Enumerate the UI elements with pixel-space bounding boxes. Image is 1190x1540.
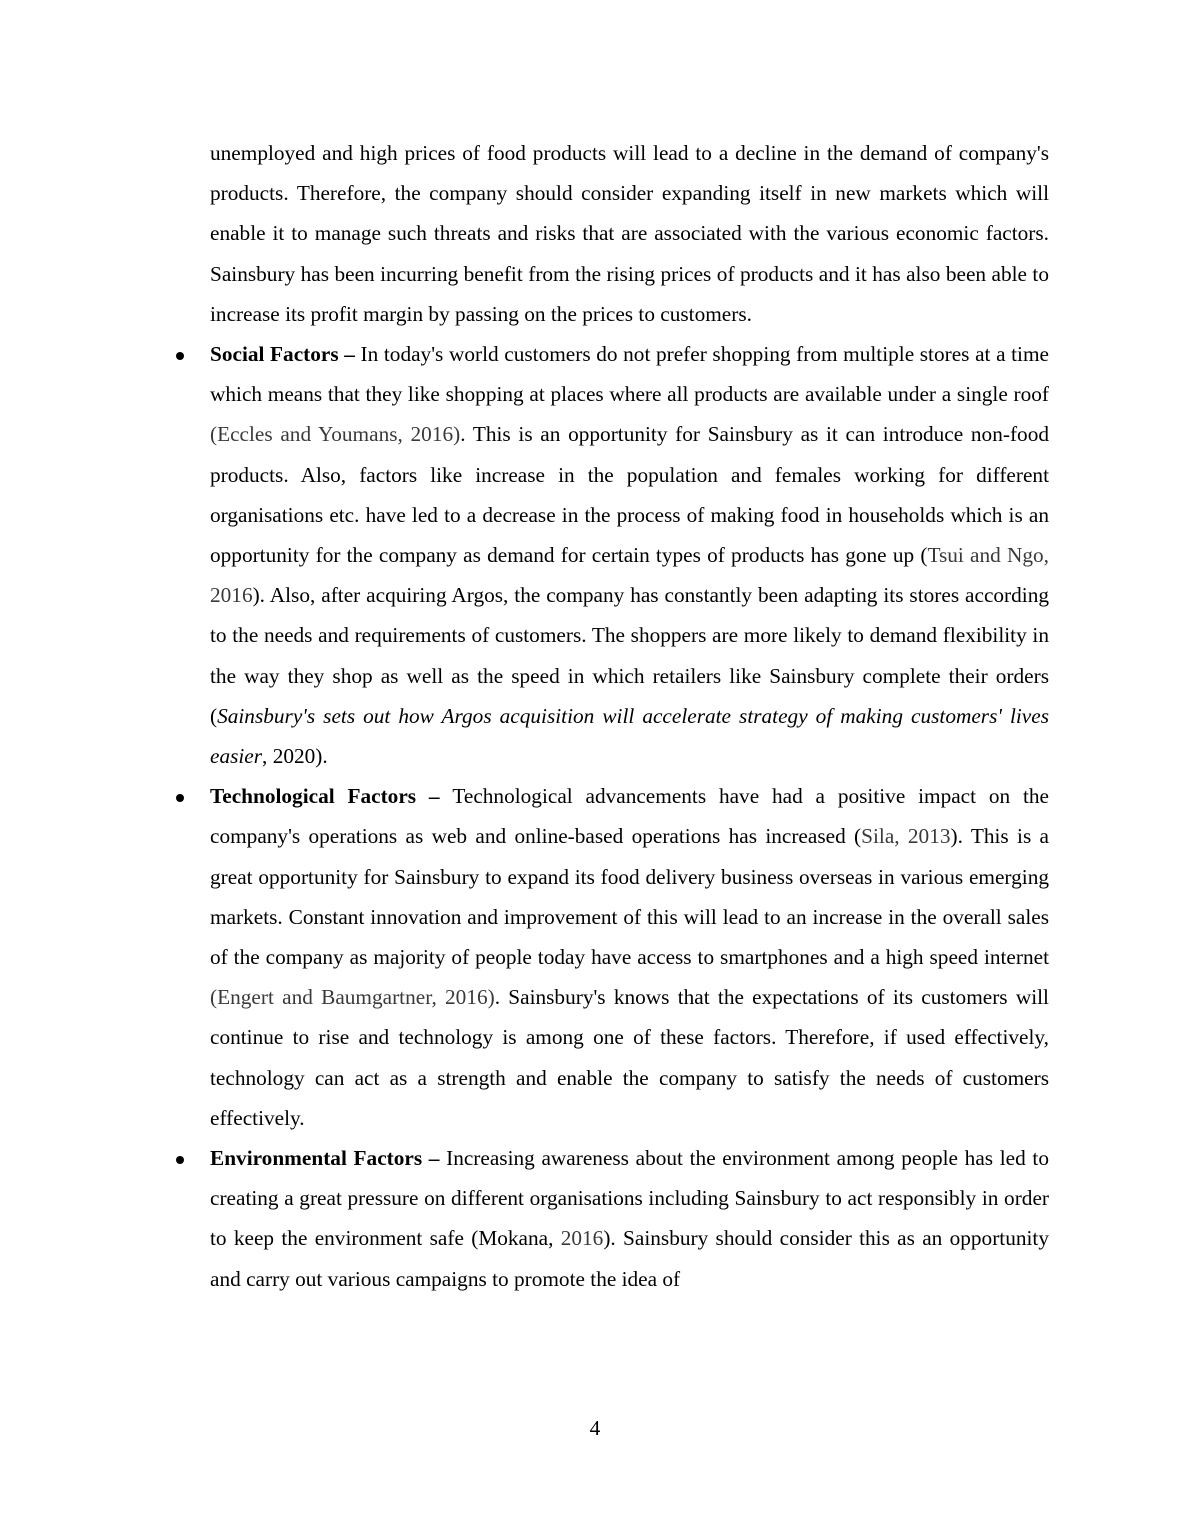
body-text: ). Also, after acquiring Argos, the company has constantly been adapting its stores according to the needs and requirements of customers. The shoppers are more likely to demand flexibility in the way they shop as well as the speed in which retailers like Sainsbury complete their orders ( [210,583,1049,728]
paragraph [210,133,1049,334]
citation: 2016 [560,1226,604,1251]
body-text: In today's world customers do not prefer shopping from multiple stores at a time which means that they like shopping at places where all products are available under a single roof [210,342,1049,407]
bullet-icon [174,334,186,374]
body-text: . This is an opportunity for Sainsbury as it can introduce non-food products. Also, factors like increase in the population and females working for different organisations etc. have led to a decrease in the process of making food in households which is an opportunity for the company as demand for certain types of products has gone up ( [210,422,1049,568]
citation: (Eccles and Youmans, 2016) [210,422,461,447]
page-number: 4 [589,1416,601,1440]
body-text: Increasing awareness about the environment among people has led to creating a great pressure on different organisations including Sainsbury to act responsibly in order to keep the environment safe (Mokana, [210,1146,1049,1251]
citation: Tsui and Ngo, 2016 [210,543,1049,608]
bullet-list-item [210,776,1049,1138]
body-text: Technological advancements have had a positive impact on the company's operations as web and online-based operations has increased ( [210,784,1050,849]
bullet-icon [174,1138,186,1178]
body-text: ). Sainsbury should consider this as an opportunity and carry out various campaigns to promote the idea of [210,1226,1049,1291]
citation: Sila, 2013 [861,824,951,849]
bullet-icon [174,776,186,816]
body-text: unemployed and high prices of food products will lead to a decline in the demand of company's products. Therefore, the company should consider expanding itself in new markets which will enable it to manage such threats and risks that are associated with the various economic factors. Sainsbury has been incurring benefit from the rising prices of products and it has also been able to increase its profit margin by passing on the prices to customers. [210,141,1049,326]
italic-citation-title: Sainsbury's sets out how Argos acquisition will accelerate strategy of making customers' lives easier [210,703,1049,769]
bullet-list-item [210,334,1049,776]
bullet-list-item [210,1138,1049,1299]
body-text: . Sainsbury's knows that the expectations of its customers will continue to rise and technology is among one of these factors. Therefore, if used effectively, technology can act as a strength and enable the company to satisfy the needs of customers effectively. [210,985,1049,1130]
item-heading: Technological Factors – [210,784,453,809]
item-heading: Environmental Factors – [210,1146,447,1171]
item-heading: Social Factors – [210,342,361,367]
document-body [210,133,1049,1299]
body-text: , 2020). [262,744,328,769]
citation: (Engert and Baumgartner, 2016) [210,985,495,1010]
body-text: ). This is a great opportunity for Sainsbury to expand its food delivery business overseas in various emerging markets. Constant innovation and improvement of this will lead to an increase in the overall sales of the company as majority of people today have access to smartphones and a high speed internet [210,824,1050,970]
